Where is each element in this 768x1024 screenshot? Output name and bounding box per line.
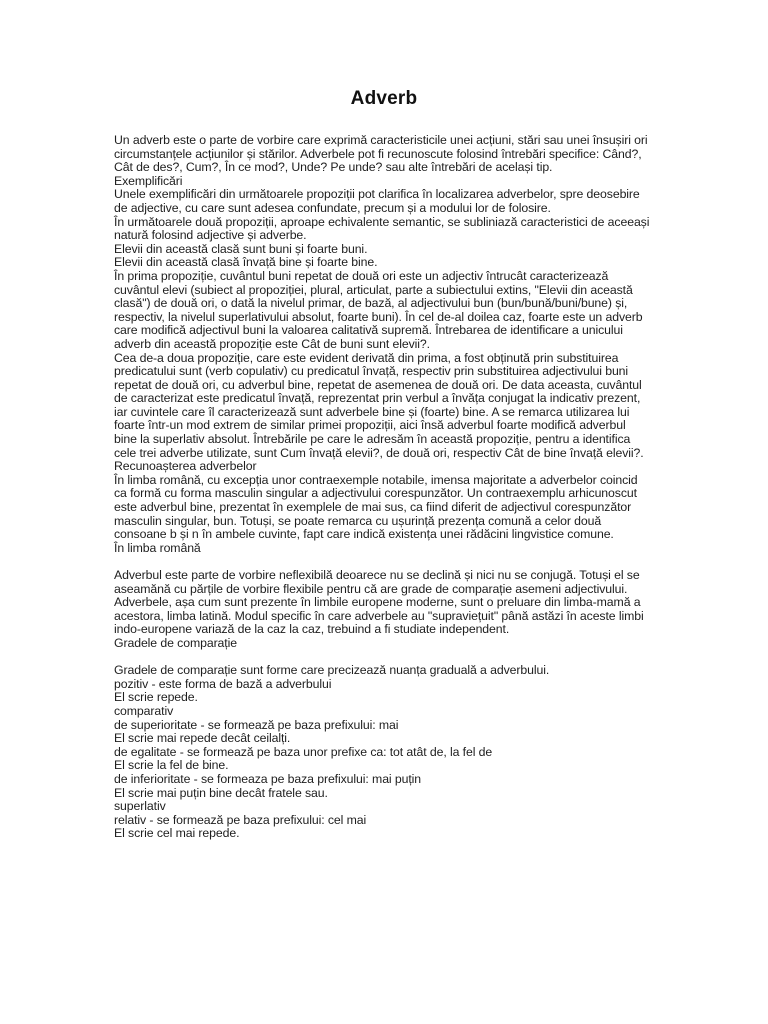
paragraph: El scrie mai puțin bine decât fratele sau. (114, 785, 328, 800)
paragraph: Gradele de comparație (114, 635, 237, 650)
paragraph: superlativ (114, 799, 166, 814)
paragraph: pozitiv - este forma de bază a adverbului (114, 676, 332, 691)
paragraph: de superioritate - se formează pe baza prefixului: mai (114, 717, 399, 732)
paragraph: comparativ (114, 703, 174, 718)
paragraph: Elevii din această clasă sunt buni și foarte buni. (114, 241, 368, 256)
document-title: Adverb (350, 88, 418, 109)
paragraph: Exemplificări (114, 173, 183, 188)
paragraph: El scrie la fel de bine. (114, 758, 229, 773)
paragraph: Adverbele, așa cum sunt prezente în limbile europene moderne, sunt o preluare din limba-mamă a acestora, limba latină. Modul specific în care adverbele au "supraviețuit" până astăzi în aceste limbi indo-europene variază de la caz la caz, trebuind a fi studiate independent. (114, 595, 644, 637)
paragraph: În limba română, cu excepția unor contraexemple notabile, imensa majoritate a adverbelor coincid ca formă cu forma masculin singular a adjectivului corespunzător. Un contraexemplu arhicunoscut este adverbul bine, prezentat în exemplele de mai sus, ca fiind diferit de adjectivul corespunzător masculin singular, bun. Totuși, se poate remarca cu ușurință prezența comună a celor două consoane b și n în ambele cuvinte, fapt care indică existența unei rădăcini lingvistice comune. (114, 472, 638, 542)
blank-line (114, 555, 650, 569)
paragraph: Recunoașterea adverbelor (114, 459, 257, 474)
paragraph: relativ - se formează pe baza prefixului: cel mai (114, 812, 367, 827)
paragraph: Unele exemplificări din următoarele propoziții pot clarifica în localizarea adverbelor, spre deosebire de adjective, cu care sunt adesea confundate, precum și a modului lor de folosire. (114, 187, 640, 215)
blank-line (114, 651, 650, 665)
paragraph: În limba română (114, 540, 201, 555)
paragraph: Gradele de comparație sunt forme care precizează nuanța graduală a adverbului. (114, 663, 550, 678)
paragraph: Cea de-a doua propoziție, care este evident derivată din prima, a fost obținută prin substituirea predicatului sunt (verb copulativ) cu predicatul învață, respectiv prin substituirea adjectivului buni repetat de două ori, cu adverbul bine, repetat de asemenea de două ori. De data aceasta, cuvântul de caracterizat este predicatul învață, reprezentat prin verbul a învăța conjugat la indicativ prezent, iar cuvintele care îl caracterizează sunt adverbele bine și (foarte) bine. A se remarca utilizarea lui foarte într-un mod extrem de similar primei propoziții, aici însă adverbul foarte modifică adverbul bine la superlativ absolut. Întrebările pe care le adresăm în această propoziție, pentru a identifica cele trei adverbe utilizate, sunt Cum învață elevii?, de două ori, respectiv Cât de bine învață elevii?. (114, 350, 644, 460)
paragraph: El scrie mai repede decât ceilalți. (114, 731, 291, 746)
paragraph: El scrie repede. (114, 690, 198, 705)
paragraph: Elevii din această clasă învață bine și foarte bine. (114, 255, 378, 270)
paragraph: El scrie cel mai repede. (114, 826, 240, 841)
paragraph: de egalitate - se formează pe baza unor prefixe ca: tot atât de, la fel de (114, 744, 493, 759)
paragraph: În următoarele două propoziții, aproape echivalente semantic, se subliniază caracteristici de aceeași natură folosind adjective și adverbe. (114, 214, 650, 243)
paragraph: de inferioritate - se formeaza pe baza prefixului: mai puțin (114, 771, 422, 786)
paragraph: Adverbul este parte de vorbire neflexibilă deoarece nu se declină și nici nu se conjugă. Totuși el se aseamănă cu părțile de vorbire flexibile pentru că are grade de comparație asemeni adjectivului. (114, 568, 640, 596)
paragraph: Un adverb este o parte de vorbire care exprimă caracteristicile unei acțiuni, stări sau unei însușiri ori circumstanțele acțiunilor și stărilor. Adverbele pot fi recunoscute folosind întrebări specifice: Când?, Cât de des?, Cum?, În ce mod?, Unde? Pe unde? sau alte întrebări de același tip. (114, 133, 648, 175)
paragraph: În prima propoziție, cuvântul buni repetat de două ori este un adjectiv întrucât caracterizează cuvântul elevi (subiect al propoziției, plural, articulat, parte a subiectului extins, "Elevii din această clasă") de două ori, o dată la nivelul primar, de bază, al adjectivului bun (bun/bună/buni/bune) și, respectiv, la nivelul superlativului absolut, foarte buni). În cel de-al doilea caz, foarte este un adverb care modifică adjectivul buni la valoarea calitativă supremă. Întrebarea de identificare a unicului adverb din această propoziție este Cât de buni sunt elevii?. (114, 268, 643, 351)
document-body (114, 134, 650, 841)
